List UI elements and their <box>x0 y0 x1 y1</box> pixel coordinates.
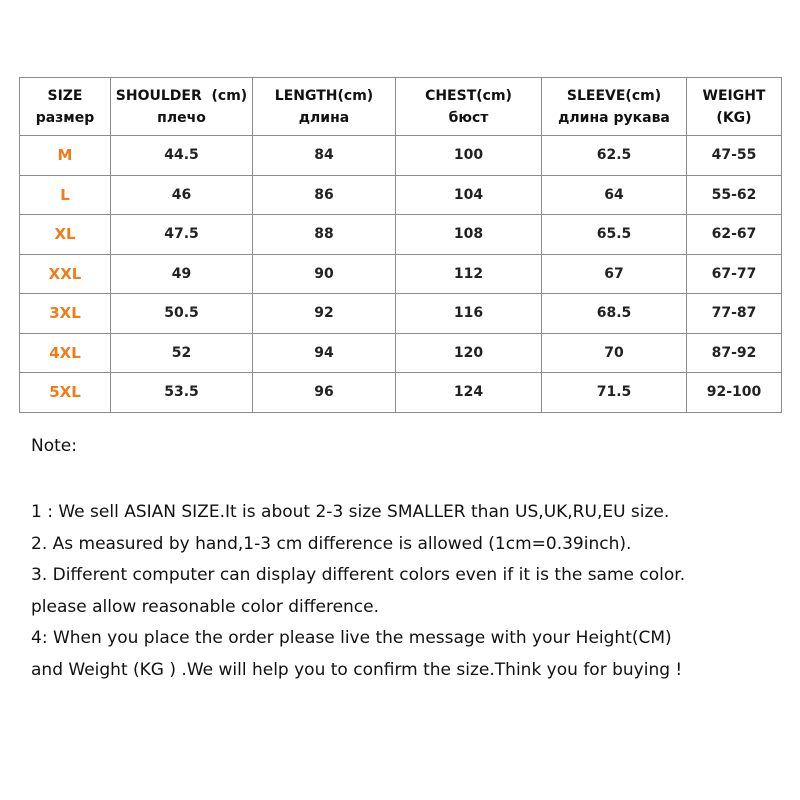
header-chest: CHEST(cm) бюст <box>396 78 542 136</box>
table-header-row <box>20 78 782 136</box>
shoulder-cell: 44.5 <box>111 136 253 176</box>
sleeve-cell: 68.5 <box>542 294 687 334</box>
sleeve-cell: 70 <box>542 333 687 373</box>
weight-cell: 67-77 <box>687 254 782 294</box>
chest-cell: 108 <box>396 215 542 255</box>
header-length: LENGTH(cm) длина <box>253 78 396 136</box>
size-cell: XXL <box>20 254 111 294</box>
sleeve-cell: 67 <box>542 254 687 294</box>
table-body <box>20 136 782 413</box>
table-row <box>20 136 782 176</box>
weight-cell: 92-100 <box>687 373 782 413</box>
header-shoulder: SHOULDER (cm) плечо <box>111 78 253 136</box>
length-cell: 96 <box>253 373 396 413</box>
size-cell: 3XL <box>20 294 111 334</box>
table-row <box>20 333 782 373</box>
table-row <box>20 373 782 413</box>
weight-cell: 87-92 <box>687 333 782 373</box>
note-line: 2. As measured by hand,1-3 cm difference is allowed (1cm=0.39inch). <box>31 533 632 554</box>
weight-cell: 77-87 <box>687 294 782 334</box>
sleeve-cell: 65.5 <box>542 215 687 255</box>
size-cell: XL <box>20 215 111 255</box>
shoulder-cell: 53.5 <box>111 373 253 413</box>
chest-cell: 112 <box>396 254 542 294</box>
table-row <box>20 294 782 334</box>
length-cell: 88 <box>253 215 396 255</box>
sleeve-cell: 62.5 <box>542 136 687 176</box>
chest-cell: 120 <box>396 333 542 373</box>
shoulder-cell: 50.5 <box>111 294 253 334</box>
note-list <box>31 497 791 686</box>
sleeve-cell: 64 <box>542 175 687 215</box>
note-line: and Weight (KG ) .We will help you to confirm the size.Think you for buying ! <box>31 659 683 680</box>
size-cell: L <box>20 175 111 215</box>
size-cell: M <box>20 136 111 176</box>
shoulder-cell: 49 <box>111 254 253 294</box>
header-size: SIZE размер <box>20 78 111 136</box>
size-chart-table <box>19 77 782 413</box>
weight-cell: 47-55 <box>687 136 782 176</box>
length-cell: 90 <box>253 254 396 294</box>
header-weight: WEIGHT (KG) <box>687 78 782 136</box>
table-row <box>20 215 782 255</box>
note-line: please allow reasonable color difference. <box>31 596 380 617</box>
chest-cell: 124 <box>396 373 542 413</box>
chest-cell: 116 <box>396 294 542 334</box>
note-line: 1 : We sell ASIAN SIZE.It is about 2-3 size SMALLER than US,UK,RU,EU size. <box>31 502 670 522</box>
chest-cell: 100 <box>396 136 542 176</box>
length-cell: 92 <box>253 294 396 334</box>
weight-cell: 62-67 <box>687 215 782 255</box>
note-line: 4: When you place the order please live the message with your Height(CM) <box>31 628 672 648</box>
size-cell: 5XL <box>20 373 111 413</box>
note-title: Note: <box>31 436 77 456</box>
table-row <box>20 254 782 294</box>
sleeve-cell: 71.5 <box>542 373 687 413</box>
length-cell: 94 <box>253 333 396 373</box>
shoulder-cell: 47.5 <box>111 215 253 255</box>
size-cell: 4XL <box>20 333 111 373</box>
length-cell: 86 <box>253 175 396 215</box>
length-cell: 84 <box>253 136 396 176</box>
weight-cell: 55-62 <box>687 175 782 215</box>
chest-cell: 104 <box>396 175 542 215</box>
shoulder-cell: 46 <box>111 175 253 215</box>
header-sleeve: SLEEVE(cm) длина рукава <box>542 78 687 136</box>
shoulder-cell: 52 <box>111 333 253 373</box>
table-row <box>20 175 782 215</box>
note-line: 3. Different computer can display different colors even if it is the same color. <box>31 565 686 585</box>
